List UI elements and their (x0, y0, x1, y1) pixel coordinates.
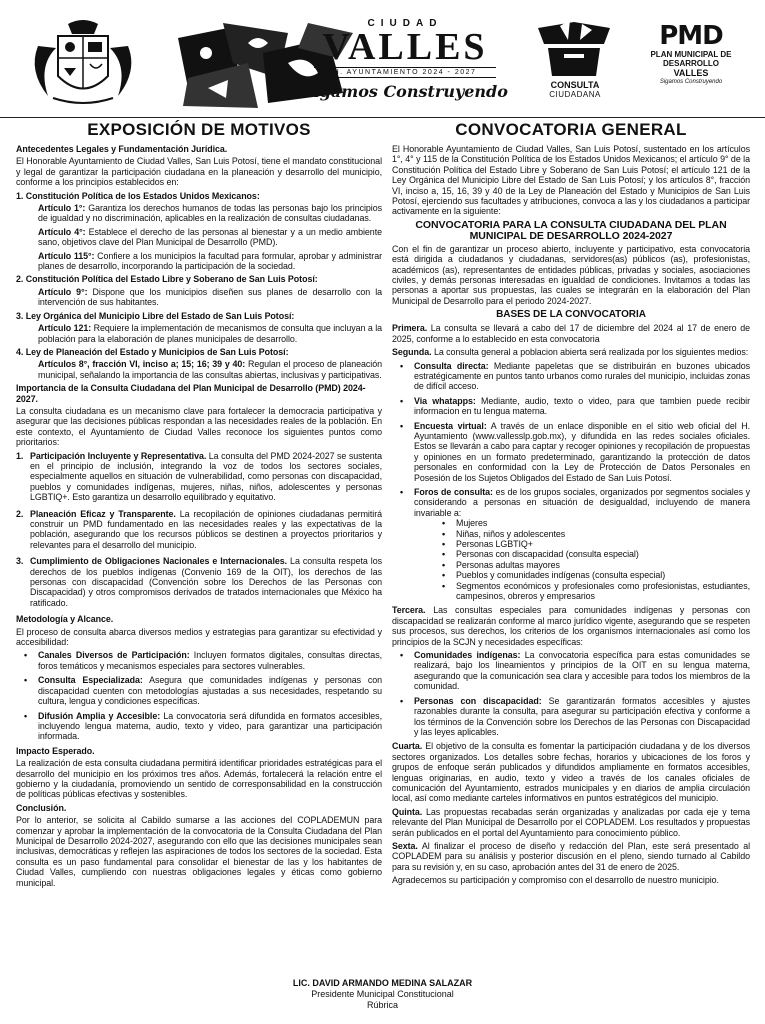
conclusion-paragraph: Por lo anterior, se solicita al Cabildo sumarse a las acciones del COPLADEMUN para comenzar y aprobar la implementación de la convocatoria de la Consulta Ciudadana del Plan Municipal de Desarrollo 2024-2027, asegurando con ello que las decisiones municipales sean inclusivas, democráticas y reflejen las aspiraciones de todos los sectores de la sociedad. Esta consulta es un paso fundamental para consolidar el bienestar de las y los habitantes de Ciudad Valles, cumpliendo con nuestras obligaciones legales y éticas como gobierno municipal. (16, 815, 382, 888)
brand-ciudad: CIUDAD (367, 18, 443, 29)
base-quinta: Quinta. Las propuestas recabadas serán organizadas y analizadas por cada eje y tema relevante del Plan Municipal de Desarrollo por el COPLADEM. Los resultados y propuestas serán publicados en el portal del Ayuntamiento para conocimiento público. (392, 806, 750, 838)
article-115: Artículo 115°: Confiere a los municipios la facultad para formular, aprobar y administrar planes de desarrollo, incorporando la participación de la sociedad. (38, 250, 383, 272)
priority-3: 3. Cumplimiento de Obligaciones Nacionales e Internacionales. La consulta respeta los derechos de los pueblos indígenas (Convenio 169 de la OIT), los derechos de las personas con discapacidad (Convención sobre los Derechos de las Personas con Discapacidad) y otros compromisos derivados de tratados internacionales que México ha ratificado. (16, 556, 382, 608)
base-segunda: Segunda. La consulta general a poblacion abierta será realizada por los siguientes medios: (392, 347, 749, 358)
signer-name: LIC. DAVID ARMANDO MEDINA SALAZAR (292, 978, 473, 988)
constitucion-slp-heading: 2. Constitución Política del Estado Libre y Soberano de San Luis Potosí: (16, 274, 318, 285)
metodologia-paragraph: El proceso de consulta abarca diversos medios y estrategias para garantizar su efectividad y accesibilidad: (16, 626, 382, 648)
metodologia-list (20, 650, 382, 741)
list-item: • Personas LGBTIQ+ (442, 539, 750, 549)
antecedentes-heading: Antecedentes Legales y Fundamentación Jurídica. (16, 144, 228, 154)
article-9: Artículo 9°: Dispone que los municipios diseñen sus planes de desarrollo con la intervención de sus habitantes. (38, 286, 383, 308)
ley-planeacion-heading: 4. Ley de Planeación del Estado y Municipios de San Luis Potosí: (16, 346, 289, 357)
city-brand (300, 18, 510, 101)
signature-block (0, 978, 765, 1011)
list-item: • Mujeres (442, 518, 750, 528)
base-cuarta: Cuarta. El objetivo de la consulta es fomentar la participación ciudadana y de los diversos sectores organizados. Los detalles sobre fechas, horarios y ubicaciones de los foros y grupos de enfoque serán publicados y difundidos ampliamente en formatos accesibles, lenguas originarias, en audio, texto y video a través de los canales oficiales de comunicación del Ayuntamiento, estrados municipales y en diarios de amplia circulación local, así como mediante carteles informativos en puntos estratégicos del municipio. (392, 741, 750, 804)
convocatoria-paragraph: Con el fin de garantizar un proceso abierto, incluyente y participativo, esta convocatoria está dirigida a ciudadanos y ciudadanas, servidores(as) públicos (as), profesionistas, académicos (as), representantes de entidades públicas, privadas y sociales, asociaciones civiles, y demás personas interesadas en igualdad de condiciones. Invitamos a todas las personas a aportar sus propuestas, las cuales se integrarán en la elaboración del Plan Municipal de Desarrollo para el periodo 2024-2027. (392, 243, 750, 306)
brand-ayuntamiento: H. AYUNTAMIENTO 2024 - 2027 (314, 67, 496, 78)
article-8: Artículos 8°, fracción VI, inciso a; 15; 16; 39 y 40: Regulan el proceso de planeación municipal, señalando la importancia de las consultas abiertas, inclusivas y participativas. (38, 359, 382, 380)
pmd-plan: PLAN MUNICIPAL DE DESARROLLO (650, 50, 732, 68)
pmd-logo-icon: PMD (659, 21, 723, 51)
conclusion-heading: Conclusión. (16, 802, 67, 813)
list-item: • Segmentos económicos y profesionales como profesionistas, estudiantes, campesinos, obreros y empresarios (442, 581, 750, 602)
convocatoria-title: CONVOCATORIA GENERAL (455, 120, 687, 139)
list-item: • Personas adultas mayores (442, 560, 750, 570)
impacto-heading: Impacto Esperado. (16, 745, 95, 756)
agradecimiento: Agradecemos su participación y compromiso con el desarrollo de nuestro municipio. (392, 875, 719, 886)
article-1: Artículo 1°: Garantiza los derechos humanos de todas las personas bajo los principios de igualdad y no discriminación, aplicables en la realización de consultas ciudadanas. (38, 203, 382, 224)
consultas-especiales-list (396, 650, 750, 737)
exposicion-column (16, 120, 382, 891)
list-item: • Pueblos y comunidades indígenas (consulta especial) (442, 570, 750, 580)
article-4: Artículo 4°: Establece el derecho de las personas al bienestar y a un medio ambiente sano, objetivos clave del Plan Municipal de Desarrollo (PMD). (38, 226, 382, 248)
list-item: • Foros de consulta: es de los grupos sociales, organizados por segmentos sociales y considerando a personas en situación de desigualdad, incluyendo de manera invariable a: • Mujeres • Niñas, niños y adolescentes • Personas LGBTIQ+ • Personas con discapacidad (consulta especial) • Personas adultas mayores • Pueblos y comunidades indígenas (consulta especial) • Segmentos económicos y profesionales como profesionistas, estudiantes, campesinos, obreros y empresarios (396, 487, 750, 601)
list-item: • Encuesta virtual: A través de un enlace disponible en el sitio web oficial del H. Ayuntamiento (www.vallesslp.gob.mx), y difundida en las redes sociales oficiales. Estos se llevarán a cabo para captar y recoger opiniones y recopilación de propuestas y opiniones en un formato predeterminado, garantizando la protección de datos personales en conformidad con la Ley de Protección de Datos Personales en Posesión de los Sujetos Obligados del Estado de San Luis Potosí. (396, 421, 750, 483)
list-item: • Consulta directa: Mediante papeletas que se distribuirán en buzones ubicados estratégicamente en puntos tanto urbanos como rurales del municipio, incluidas zonas de difícil acceso. (396, 361, 750, 392)
groups-list (442, 518, 750, 601)
cpeum-heading: 1. Constitución Política de los Estados Unidos Mexicanos: (16, 190, 260, 201)
priority-2: 2. Planeación Eficaz y Transparente. La recopilación de opiniones ciudadanas permitirá construir un PMD fundamentado en las necesidades reales y las expectativas de la población, asegurando que los recursos públicos se destinen a proyectos prioritarios y relevantes para el desarrollo del municipio. (16, 508, 382, 550)
metodologia-heading: Metodología y Alcance. (16, 614, 114, 625)
medios-list (396, 361, 750, 602)
exposicion-title: EXPOSICIÓN DE MOTIVOS (87, 120, 311, 139)
coat-of-arms-icon (18, 16, 148, 108)
article-121: Artículo 121: Requiere la implementación de mecanismos de consulta que incluyan a la población para la elaboración de planes municipales de desarrollo. (38, 323, 383, 344)
pmd-valles: VALLES (673, 68, 709, 78)
base-tercera: Tercera. Las consultas especiales para comunidades indígenas y personas con discapacidad se realizarán conforme al marco jurídico vigente, asegurando que se respeten sus procesos, sus derechos, los criterios de los organismos internacionales así como los principios de la SCJN y necesidades específicas: (392, 605, 750, 647)
base-primera: Primera. La consulta se llevará a cabo del 17 de diciembre del 2024 al 17 de enero de 2025, conforme a lo establecido en esta convocatoria (392, 323, 750, 344)
convocatoria-subtitle: CONVOCATORIA PARA LA CONSULTA CIUDADANA DEL PLAN MUNICIPAL DE DESARROLLO 2024-2027 (415, 218, 727, 242)
consulta-line1: CONSULTA (550, 80, 600, 90)
list-item: • Comunidades indígenas: La convocatoria específica para estas comunidades se realizará, bajo los lineamientos y principios de la OIT en su lengua materna, asegurando que la comunicación sea clara y accesible para todos los miembros de la comunidad. (396, 650, 750, 692)
convocatoria-intro: El Honorable Ayuntamiento de Ciudad Valles, San Luis Potosí, sustentado en los artículos 1°, 4° y 115 de la Constitución Política de los Estados Unidos Mexicanos; el artículo 9° de la Constitución Política del Estado Libre y Soberano de San Luis Potosí; el artículo 121 de la Ley Orgánica del Municipio Libre del Estado de San Luis Potosí; y los artículos 8°, fracción VI, inciso a, 15, 16, 39 y 40 de la Ley de Planeación del Estado y Municipios de San Luis Potosí, ejerciendo sus facultades y atribuciones, convoca a las y los ciudadanos a participar activamente en la siguiente: (392, 144, 750, 217)
importancia-paragraph: La consulta ciudadana es un mecanismo clave para fortalecer la democracia participativa y asegurar que las decisiones públicas respondan a las necesidades reales de la población. En este contexto, el Ayuntamiento de Ciudad Valles reconoce los siguientes puntos como prioritarios: (16, 405, 382, 448)
pmd-logo (636, 22, 746, 86)
list-item: • Via whatapps: Mediante, audio, texto o video, para que tambien puede recibir informacion en tu lengua materna. (396, 396, 750, 417)
ley-organica-heading: 3. Ley Orgánica del Municipio Libre del Estado de San Luis Potosí: (16, 310, 295, 321)
list-item: • Personas con discapacidad (consulta especial) (442, 549, 750, 559)
base-sexta: Sexta. Al finalizar el proceso de diseño y redacción del Plan, este será presentado al COPLADEM para su análisis y posterior discusión en el pleno, siendo turnado al Cabildo para su revisión y, en su caso, aprobación antes del 31 de enero de 2025. (392, 840, 750, 872)
list-item: • Niñas, niños y adolescentes (442, 529, 750, 539)
consulta-line2: CIUDADANA (549, 90, 601, 99)
priority-1: 1. Participación Incluyente y Representativa. La consulta del PMD 2024-2027 se sustenta en el principio de inclusión, integrando la voz de todos los sectores sociales, especialmente aquellos en situación de vulnerabilidad, como personas con discapacidad, pueblos y comunidades indígenas, mujeres, niñas, niños, adolescentes y personas LGBTIQ+. Esto garantiza un desarrollo equilibrado y equitativo. (16, 450, 382, 503)
importancia-heading: Importancia de la Consulta Ciudadana del Plan Municipal de Desarrollo (PMD) 2024-2027. (16, 383, 366, 404)
list-item: • Canales Diversos de Participación: Incluyen formatos digitales, consultas directas, foros temáticos y mecanismos especiales para sectores vulnerables. (20, 650, 382, 671)
list-item: • Personas con discapacidad: Se garantizarán formatos accesibles y ajustes razonables durante la consulta, para asegurar su participación efectiva y conforme a los términos de la Convención sobre los Derechos de las Personas con Discapacidad y las leyes aplicables. (396, 696, 750, 738)
signer-role: Presidente Municipal Constitucional (311, 989, 454, 999)
page-header (0, 0, 765, 118)
brand-slogan: Sigamos Construyendo (302, 82, 508, 101)
pmd-slogan: Sigamos Construyendo (659, 79, 723, 85)
impacto-paragraph: La realización de esta consulta ciudadana permitirá identificar prioridades estratégicas para el desarrollo del municipio en los próximos tres años. Además, fortalecerá la relación entre el gobierno y la ciudadanía, promoviendo un sentido de corresponsabilidad en la construcción de políticas públicas efectivas y sostenibles. (16, 758, 382, 800)
signer-rubrica: Rúbrica (366, 1000, 398, 1010)
convocatoria-column (392, 120, 750, 889)
list-item: • Consulta Especializada: Asegura que comunidades indígenas y personas con discapacidad cuenten con metodologías ajustadas a sus necesidades, respetando su cultura, lengua y condiciones específicas. (20, 675, 382, 706)
bases-heading: BASES DE LA CONVOCATORIA (496, 309, 646, 321)
brand-valles: VALLES (322, 26, 488, 68)
consulta-ciudadana-label (530, 80, 620, 100)
list-item: • Difusión Amplia y Accesible: La convocatoria será difundida en formatos accesibles, incluyendo lengua materna, audio, texto y video, para garantizar una participación informada. (20, 711, 382, 742)
intro-paragraph: El Honorable Ayuntamiento de Ciudad Valles, San Luis Potosí, tiene el mandato constitucional y legal de garantizar la participación ciudadana en la planeación y desarrollo del municipio, conforme a los principios establecidos en: (16, 156, 382, 188)
